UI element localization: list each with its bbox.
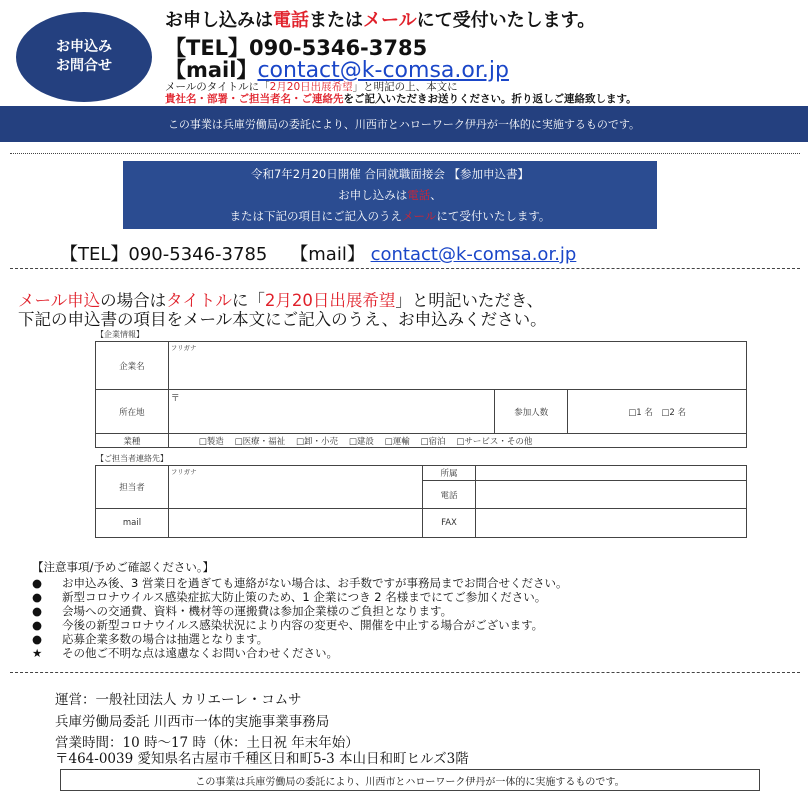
contact-section-label: 【ご担当者連絡先】 <box>96 454 168 463</box>
dotted-separator <box>10 153 800 154</box>
badge-line2: お問合せ <box>56 58 112 74</box>
dept-label: 所属 <box>422 466 476 481</box>
company-section-label: 【企業情報】 <box>96 330 144 339</box>
title-part: 、 <box>430 187 442 202</box>
contact-mail-label: 【mail】 <box>290 244 365 265</box>
badge-line1: お申込み <box>56 39 112 55</box>
mail-label: mail <box>96 509 169 538</box>
contact-tel: 【TEL】090-5346-3785 <box>60 244 268 265</box>
header-mail-label: 【mail】 <box>165 58 258 82</box>
person-input[interactable] <box>168 466 422 509</box>
note-text: 応募企業多数の場合は抽選となります。 <box>62 632 269 646</box>
industry-option[interactable]: □サービス・その他 <box>456 436 533 447</box>
instr-part: 2月20日出展希望 <box>264 291 396 310</box>
note-part: をご記入いただきお送りください。折り返しご連絡致します。 <box>343 93 637 105</box>
address-label: 所在地 <box>96 390 169 434</box>
attendees-label: 参加人数 <box>495 390 568 434</box>
industry-label: 業種 <box>96 434 169 448</box>
title-part: または下記の項目にご記入のうえ <box>229 208 403 223</box>
company-name-label: 企業名 <box>96 342 169 390</box>
headline-part: または <box>309 10 363 31</box>
note-part: メールのタイトルに「 <box>165 81 270 93</box>
person-label: 担当者 <box>96 466 169 509</box>
instr-part: メール申込 <box>18 291 101 310</box>
phone-label: 電話 <box>422 481 476 509</box>
notes-title: 【注意事項/予めご確認ください。】 <box>32 560 215 574</box>
contact-mail-link[interactable]: contact@k-comsa.or.jp <box>370 244 577 265</box>
dept-input[interactable] <box>476 466 747 481</box>
contact-line <box>60 240 576 266</box>
header-headline <box>165 6 595 32</box>
note-required-items: 貴社名・部署・ご担当者名・ご連絡先 <box>165 93 344 105</box>
company-info-table <box>95 341 747 448</box>
dashed-separator <box>10 672 800 673</box>
industry-option[interactable]: □卸・小売 <box>295 436 339 447</box>
note-text: 会場への交通費、資料・機材等の運搬費は参加企業様のご負担となります。 <box>62 604 453 618</box>
footer-operator: 運営：一般社団法人 カリエーレ・コムサ <box>55 692 302 708</box>
attendees-options[interactable]: □1 名 □2 名 <box>568 390 747 434</box>
bullet-icon: ● <box>32 632 43 646</box>
title-part: お申し込みは <box>338 187 408 202</box>
headline-phone-word: 電話 <box>273 10 309 31</box>
industry-option[interactable]: □宿泊 <box>420 436 446 447</box>
title-part: にて受付いたします。 <box>436 208 551 223</box>
bullet-icon: ● <box>32 576 43 590</box>
note-part: 」と明記の上、本文に <box>352 81 458 93</box>
note-text: 新型コロナウイルス感染症拡大防止策のため、1 企業につき 2 名様までにてご参加ください。 <box>62 590 547 604</box>
instruction-line-2: 下記の申込書の項目をメール本文にご記入のうえ、お申込みください。 <box>18 310 547 329</box>
contact-info-table <box>95 465 747 538</box>
fax-input[interactable] <box>476 509 747 538</box>
instr-part: に「 <box>231 291 265 310</box>
footer-office: 兵庫労働局委託 川西市一体的実施事業事務局 <box>55 714 330 730</box>
industry-option[interactable]: □建設 <box>348 436 374 447</box>
fax-label: FAX <box>422 509 476 538</box>
postal-mark: 〒 <box>170 394 180 404</box>
dashed-separator <box>10 268 800 269</box>
address-input[interactable] <box>168 390 495 434</box>
star-icon: ★ <box>32 646 43 660</box>
note-text: お申込み後、3 営業日を過ぎても連絡がない場合は、お手数ですが事務局までお問合せください。 <box>62 576 568 590</box>
header-mail-link[interactable]: contact@k-comsa.or.jp <box>257 58 509 83</box>
furigana-hint: フリガナ <box>170 468 197 476</box>
header-tel: 【TEL】090-5346-3785 <box>165 36 428 60</box>
inquiry-badge <box>16 12 152 102</box>
phone-input[interactable] <box>476 481 747 509</box>
bullet-icon: ● <box>32 590 43 604</box>
title-phone-word: 電話 <box>407 187 431 202</box>
note-item <box>32 645 338 661</box>
title-mail-word: メール <box>402 208 437 223</box>
note-title-example: 2月20日出展希望 <box>269 81 353 93</box>
note-text: その他ご不明な点は遠慮なくお問い合わせください。 <box>62 646 338 660</box>
form-title-line2 <box>123 185 657 206</box>
footer-address: 〒464-0039 愛知県名古屋市千種区日和町5-3 本山日和町ヒルズ3階 <box>55 751 469 767</box>
footer-hours: 営業時間：10 時～17 時（休：土日祝 年末年始） <box>55 735 359 751</box>
bullet-icon: ● <box>32 618 43 632</box>
top-banner: この事業は兵庫労働局の委託により、川西市とハローワーク伊丹が一体的に実施するものです。 <box>0 106 808 142</box>
industry-options[interactable] <box>168 434 746 448</box>
footer-notice-box: この事業は兵庫労働局の委託により、川西市とハローワーク伊丹が一体的に実施するものです。 <box>60 769 760 791</box>
header-note-2 <box>165 91 637 106</box>
form-title-box <box>123 161 657 229</box>
form-title-line3 <box>123 206 657 227</box>
company-name-input[interactable] <box>168 342 746 390</box>
headline-mail-word: メール <box>363 10 417 31</box>
headline-part: お申し込みは <box>165 10 273 31</box>
industry-option[interactable]: □医療・福祉 <box>234 436 286 447</box>
industry-option[interactable]: □製造 <box>198 436 224 447</box>
instr-part: の場合は <box>100 291 167 310</box>
headline-part: にて受付いたします。 <box>416 10 596 31</box>
form-title-line1: 令和7年2月20日開催 合同就職面接会 【参加申込書】 <box>250 166 530 181</box>
instr-part: 」と明記いただき、 <box>395 291 544 310</box>
mail-input[interactable] <box>168 509 422 538</box>
industry-option[interactable]: □運輸 <box>384 436 410 447</box>
furigana-hint: フリガナ <box>170 344 197 352</box>
note-text: 今後の新型コロナウイルス感染状況により内容の変更や、開催を中止する場合がございます。 <box>62 618 544 632</box>
instr-part: タイトル <box>166 291 232 310</box>
bullet-icon: ● <box>32 604 43 618</box>
